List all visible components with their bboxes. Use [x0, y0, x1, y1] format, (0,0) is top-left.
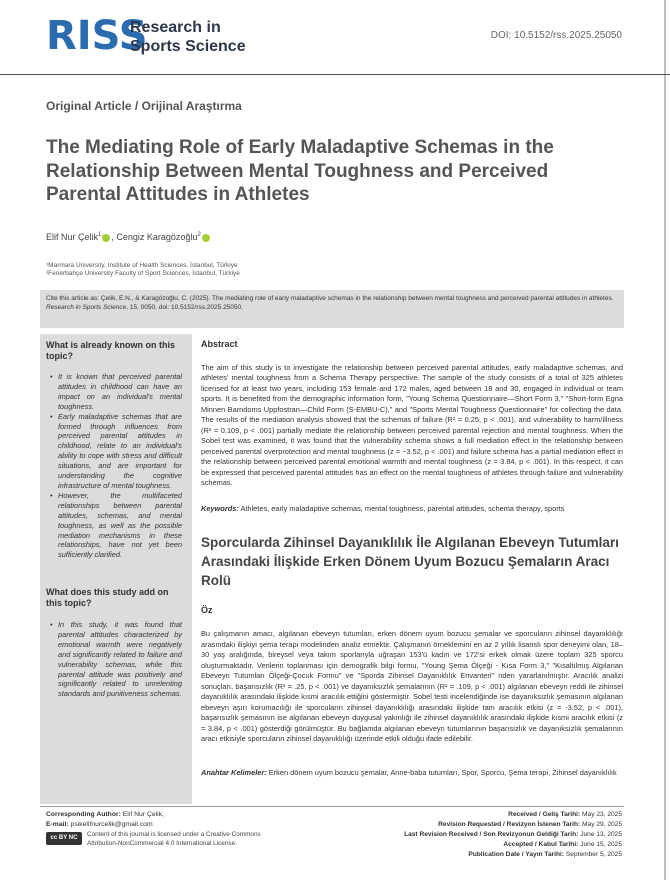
oz-body: Bu çalışmanın amacı, algılanan ebeveyn tutumları, erken dönem uyum bozucu şemalar ve sporcuların zihinsel dayanıklılığı arasındaki ilişkiyi şema terapi modelinden analiz etmektir. Çalışmanın örneklemini en az 2 yıllık lisanslı spor deneyimi olan, 18–30 yaş aralığında, bireysel veya takım sporlarıyla uğraşan 153'ü kadın ve 172'si erkek olmak üzere toplam 325 sporcu oluşturmaktadır. Verilerin toplanması için demografik bilgi formu, "Young Şema Ölçeği - Kısa Form 3," "Kısaltılmış Algılanan Ebeveyn Tutumları Ölçeği-Çocuk Formu" ve "Sporda Zihinsel Dayanıklılık Envanteri" nden yararlanılmıştır. Aracılık analizi sonuçları, başarısızlık (R² = .25, p < .001) ve dayanıksızlık şemalarının (R² = .109, p < .001) algılanan ebeveyn reddi ile zihinsel dayanıklılık arasındaki ilişkide kısmi aracılık ettiğini göstermiştir. Sobel testi incelendiğinde ise dayanıksızlık şemasının algılanan ebeveyn aşırı korumacılığı ile sporcuların zihinsel dayanıklılığı arasındaki ilişkide tam aracılık etkisi (z = -3.52, p < .001), başarısızlık şemasının ise algılanan ebeveyn duygusal yakınlığı ile zihinsel dayanıklılık arasındaki ilişkide kısmi aracılık etkisi (z = 3.84, p < .001) gösterdiği görülmüştür. Bu bağlamda algılanan ebeveyn tutumlarının başarısızlık ve dayanıksızlık şemalarının aracı etkisiyle sporcuların zihinsel dayanıklılığı üzerinde etkili olduğu ifade edilebilir. [201, 629, 623, 743]
affiliation-sup: 1 [98, 232, 102, 238]
journal-name [130, 18, 246, 56]
citation-tail: , 15, 0050, doi: 10.5152/rss.2025.25050. [126, 304, 243, 311]
author-list [46, 232, 211, 242]
date-row [404, 831, 622, 838]
keywords-label: Anahtar Kelimeler: [201, 768, 267, 777]
author-separator: , [111, 232, 117, 242]
header-divider [0, 74, 670, 75]
abstract-heading: Abstract [201, 339, 238, 349]
license-text: Content of this journal is licensed under a Creative Commons Attribution-NonCommercial 4.0 International License. [87, 831, 261, 847]
date-row [503, 841, 622, 848]
keywords-text: Erken dönem uyum bozucu şemalar, Anne-baba tutumları, Spor, Sporcu, Şema terapi, Zihinsel dayanıklılık [266, 768, 617, 777]
date-value: September 5, 2025 [564, 851, 622, 858]
email-address[interactable]: psikelifnurcelik@gmail.com [68, 821, 153, 828]
corresponding-name: Elif Nur Çelik, [120, 811, 164, 818]
add-heading: What does this study add on this topic? [46, 587, 169, 608]
email [46, 821, 153, 828]
add-list [50, 620, 182, 699]
affiliation: ²Fenerbahçe University Faculty of Sport Sciences, İstanbul, Türkiye [46, 270, 240, 277]
list-item: • Early maladaptive schemas that are formed through influences from perceived parental attitudes in childhood, relate to an individual's ability to cope with stress and difficult situations, and are important for understanding the cognitive infrastructure of mental toughness. [50, 412, 182, 491]
date-row [508, 811, 622, 818]
abstract-body: The aim of this study is to investigate the relationship between perceived parental attitudes, early maladaptive schemas, and athletes' mental toughness from a Schema Therapy perspective. The sample of the study consists of a total of 325 athletes licensed for at least two years, including 153 female and 172 males, aged between 18 and 30, engaged in individual or team sports. It is benefited from the demographic information form, "Young Schema Questionnaire—Short Form 3," "Short-form Egna Minnen Barndoms Uppfostran—Child Form (S-EMBU-C)," and "Sports Mental Toughness Questionnaire" for collecting the data. The results of the mediation analysis showed that the schemas of failure (R² = 0.25, p < .001), and vulnerability to harm/illness (R² = 0.109, p < .001) partially mediate the relationship between perceived parental rejection and mental toughness. When the Sobel test was examined, it was found that the vulnerability schema shows a full mediation effect in the relationship between perceived parental overprotection and mental toughness (z = −3.52, p < .001) and failure schema has a partial mediation effect in the relationship between perceived parental emotional warmth and mental toughness (z = 3.84, p < .001). In this respect, it can be expressed that perceived parental attitudes has an effect on the mental toughness of athletes through failure and vulnerability schemas. [201, 363, 624, 487]
oz-heading: Öz [201, 605, 213, 615]
article-title: The Mediating Role of Early Maladaptive Schemas in the Relationship Between Mental Toughness and Perceived Parental Attitudes in Athletes [46, 137, 554, 205]
date-value: June 15, 2025 [578, 841, 622, 848]
orcid-icon[interactable] [202, 234, 210, 242]
citation-main: Cite this article as: Çelik, E.N., & Karagözoğlu, C. (2025). The mediating role of early maladaptive schemas in the relationship between mental toughness and perceived parental attitudes in athletes. [46, 295, 614, 302]
date-label: Publication Date / Yayın Tarihi: [468, 851, 565, 858]
email-label: E-mail: [46, 821, 69, 828]
orcid-icon[interactable] [102, 234, 110, 242]
keywords-text: Athletes, early maladaptive schemas, mental toughness, parental attitudes, schema therapy, sports [238, 504, 565, 513]
author-name[interactable]: Elif Nur Çelik [46, 232, 99, 242]
turkish-keywords [201, 768, 623, 778]
right-edge-rule [664, 0, 666, 880]
turkish-title: Sporcularda Zihinsel Dayanıklılık İle Algılanan Ebeveyn Tutumları Arasındaki İlişkide Erken Dönem Uyum Bozucu Şemaların Aracı Rolü [201, 535, 619, 588]
date-label: Last Revision Received / Son Revizyonun Geldiği Tarih: [404, 831, 579, 838]
date-row [468, 851, 622, 858]
citation-journal: Research in Sports Science [46, 304, 127, 311]
date-label: Received / Geliş Tarihi: [508, 811, 581, 818]
citation-text [46, 294, 616, 312]
corresponding-label: Corresponding Author: [46, 811, 121, 818]
footer-divider [40, 806, 624, 807]
date-value: May 29, 2025 [580, 821, 622, 828]
keywords-label: Keywords: [201, 504, 239, 513]
journal-name-line1: Research in [130, 19, 221, 36]
affiliation-sup: 2 [197, 232, 201, 238]
date-label: Accepted / Kabul Tarihi: [503, 841, 579, 848]
date-label: Revision Requested / Revizyon İstenen Tarih: [438, 821, 581, 828]
date-value: May 23, 2025 [580, 811, 622, 818]
known-list [50, 372, 182, 560]
list-item: • However, the multifaceted relationships between parental attitudes, schemas, and mental toughness, as well as the possible mediation mechanisms in these relationships, have not yet been sufficiently clarified. [50, 491, 182, 560]
date-row [438, 821, 622, 828]
corresponding-author [46, 811, 164, 818]
author-name[interactable]: Cengiz Karagözoğlu [116, 232, 198, 242]
cc-license-icon[interactable]: cc BY NC [46, 832, 82, 845]
known-heading: What is already known on this topic? [46, 340, 176, 361]
affiliation: ¹Marmara University, Institute of Health Sciences, İstanbul, Türkiye [46, 262, 238, 269]
journal-name-line2: Sports Science [130, 38, 246, 55]
date-value: June 13, 2025 [578, 831, 622, 838]
keywords [201, 504, 623, 513]
list-item: • In this study, it was found that parental attitudes characterized by emotional warmth were negatively and significantly related to failure and vulnerability schemas, while this parental attitude was positively and significantly related to unrelenting standards and punitiveness schemas. [50, 620, 182, 699]
list-item: • It is known that perceived parental attitudes in childhood can have an impact on an individual's mental toughness. [50, 372, 182, 412]
article-type: Original Article / Orijinal Araştırma [46, 99, 242, 113]
doi[interactable]: DOI: 10.5152/rss.2025.25050 [490, 30, 622, 41]
journal-logo: RISS [46, 13, 148, 59]
